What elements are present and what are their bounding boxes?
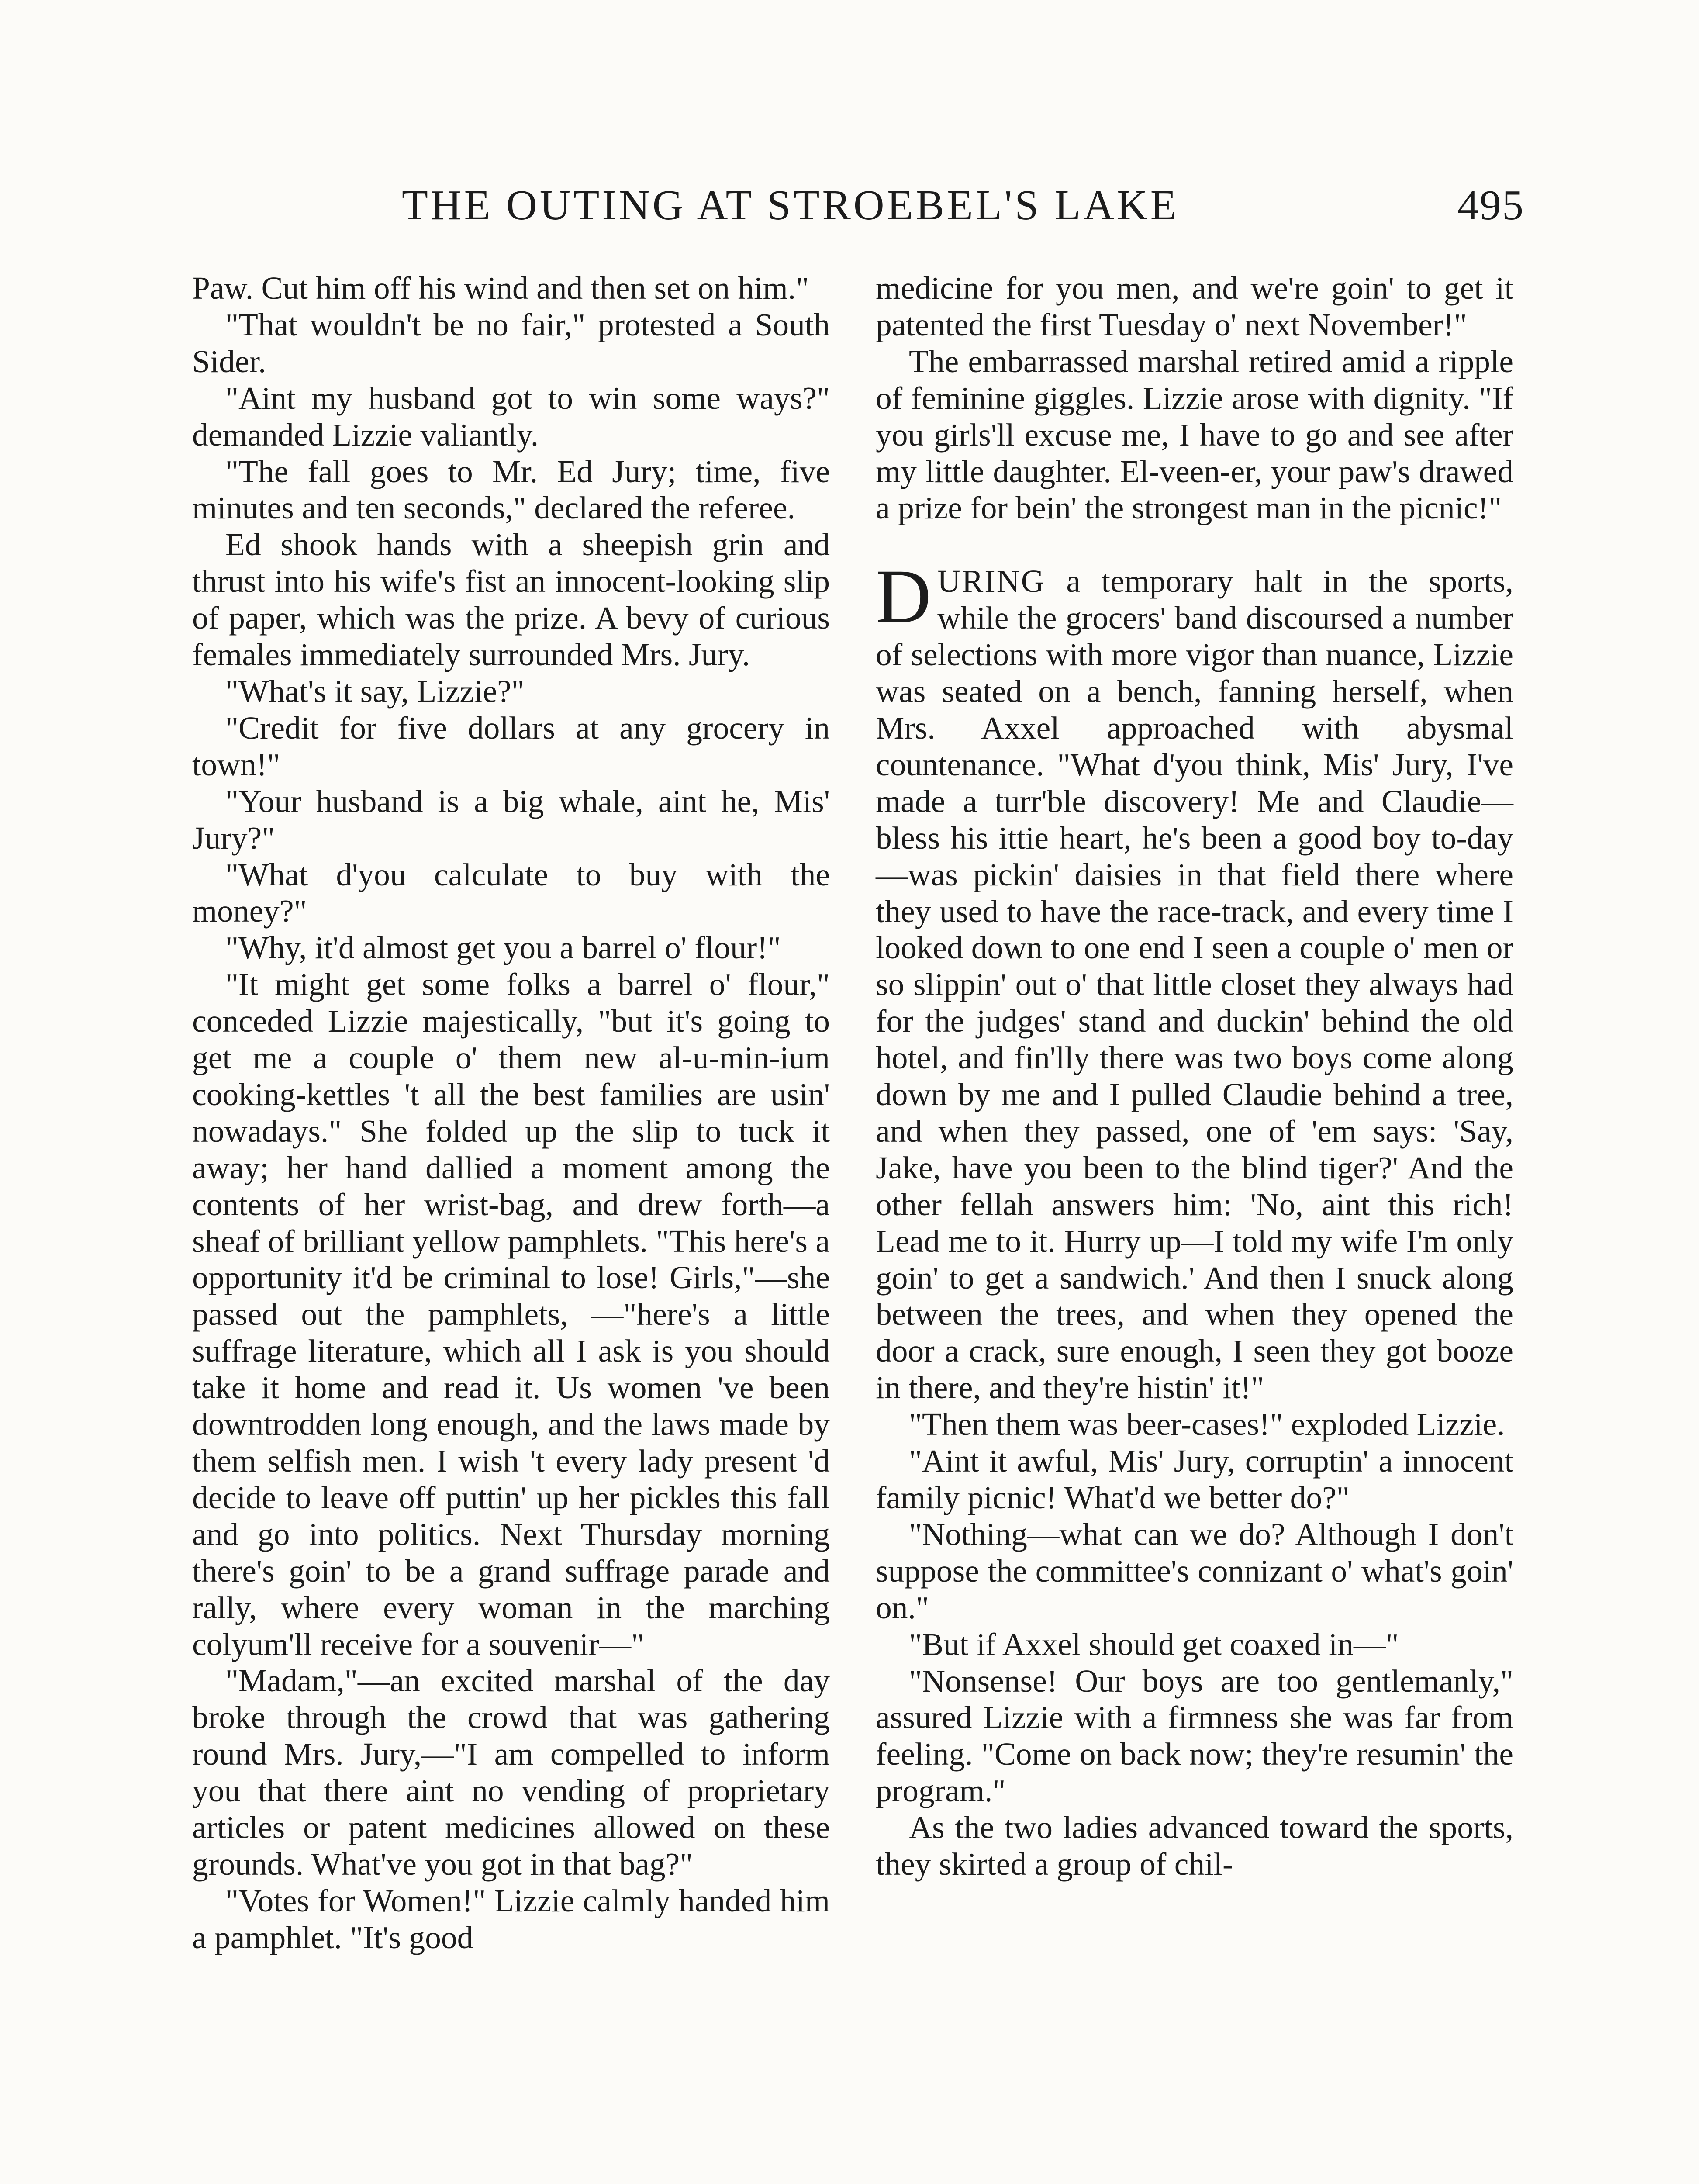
- continued-paragraph: medicine for you men, and we're goin' to get it patented the first Tuesday o' next November!": [876, 270, 1513, 342]
- paragraph: "Nothing—what can we do? Although I don't suppose the committee's connizant o' what's goin' on.": [876, 1516, 1513, 1625]
- paragraph: "Then them was beer-cases!" exploded Lizzie.: [909, 1406, 1505, 1442]
- paragraph: "What's it say, Lizzie?": [225, 673, 525, 709]
- paragraph: "Why, it'd almost get you a barrel o' flour!": [225, 930, 781, 966]
- paragraph: "Madam,"—an excited marshal of the day broke through the crowd that was gathering round Mrs. Jury,—"I am compelled to inform you that there aint no vending of proprietary articles or patent medicines allowed on these grounds. What've you got in that bag?": [192, 1663, 830, 1882]
- right-text-column: [876, 270, 1513, 1883]
- section-opening-paragraph: [876, 554, 1513, 1406]
- drop-cap: D: [876, 554, 932, 639]
- paragraph-text: a temporary halt in the sports, while the grocers' band discoursed a number of selections with more vigor than nuance, Lizzie was seated on a bench, fanning herself, when Mrs. Axxel approached with abysmal countenance. "What d'you think, Mis' Jury, I've made a turr'ble discovery! Me and Claudie—bless his ittie heart, he's been a good boy to-day —was pickin' daisies in that field there where they used to have the race-track, and every time I looked down to one end I seen a couple o' men or so slippin' out o' that little closet they always had for the judges' stand and duckin' behind the old hotel, and fin'lly there was two boys come along down by me and I pulled Claudie behind a tree, and when they passed, one of 'em says: 'Say, Jake, have you been to the blind tiger?' And the other fellah answers him: 'No, aint this rich! Lead me to it. Hurry up—I told my wife I'm only goin' to get a sandwich.' And then I snuck along between the trees, and when they opened the door a crack, sure enough, I seen they got booze in there, and they're histin' it!": [876, 563, 1513, 1406]
- paragraph: "Aint my husband got to win some ways?" demanded Lizzie valiantly.: [192, 380, 830, 453]
- small-caps-lead: URING: [937, 563, 1046, 599]
- paragraph: "That wouldn't be no fair," protested a South Sider.: [192, 307, 830, 379]
- paragraph: Ed shook hands with a sheepish grin and thrust into his wife's fist an innocent-looking slip of paper, which was the prize. A bevy of curious females immediately surrounded Mrs. Jury.: [192, 527, 830, 673]
- continued-paragraph: Paw. Cut him off his wind and then set on him.": [192, 270, 809, 306]
- paragraph: "It might get some folks a barrel o' flour," conceded Lizzie majestically, "but it's going to get me a couple o' them new al-u-min-ium cooking-kettles 't all the best families are usin' nowadays." She folded up the slip to tuck it away; her hand dallied a moment among the contents of her wrist-bag, and drew forth—a sheaf of brilliant yellow pamphlets. "This here's a opportunity it'd be criminal to lose! Girls,"—she passed out the pamphlets, —"here's a little suffrage literature, which all I ask is you should take it home and read it. Us women 've been downtrodden long enough, and the laws made by them selfish men. I wish 't every lady present 'd decide to leave off puttin' up her pickles this fall and go into politics. Next Thursday morning there's goin' to be a grand suffrage parade and rally, where every woman in the marching colyum'll receive for a souvenir—": [192, 967, 830, 1662]
- paragraph: "What d'you calculate to buy with the money?": [192, 857, 830, 929]
- page-number: 495: [1457, 182, 1524, 229]
- left-text-column: [192, 270, 830, 1956]
- paragraph: As the two ladies advanced toward the sports, they skirted a group of chil-: [876, 1810, 1513, 1882]
- paragraph: "Votes for Women!" Lizzie calmly handed him a pamphlet. "It's good: [192, 1883, 830, 1955]
- paragraph: The embarrassed marshal retired amid a ripple of feminine giggles. Lizzie arose with dignity. "If you girls'll excuse me, I have to go and see after my little daughter. El-veen-er, your paw's drawed a prize for bein' the strongest man in the picnic!": [876, 343, 1513, 526]
- paragraph: "But if Axxel should get coaxed in—": [909, 1626, 1399, 1662]
- running-head: [402, 175, 1524, 236]
- paragraph: "The fall goes to Mr. Ed Jury; time, five minutes and ten seconds," declared the referee.: [192, 453, 830, 526]
- paragraph: "Aint it awful, Mis' Jury, corruptin' a innocent family picnic! What'd we better do?": [876, 1443, 1513, 1515]
- paragraph: "Nonsense! Our boys are too gentlemanly," assured Lizzie with a firmness she was far from feeling. "Come on back now; they're resumin' the program.": [876, 1663, 1513, 1809]
- running-title: THE OUTING AT STROEBEL'S LAKE: [402, 182, 1179, 229]
- paragraph: "Credit for five dollars at any grocery in town!": [192, 710, 830, 782]
- paragraph: "Your husband is a big whale, aint he, Mis' Jury?": [192, 783, 830, 856]
